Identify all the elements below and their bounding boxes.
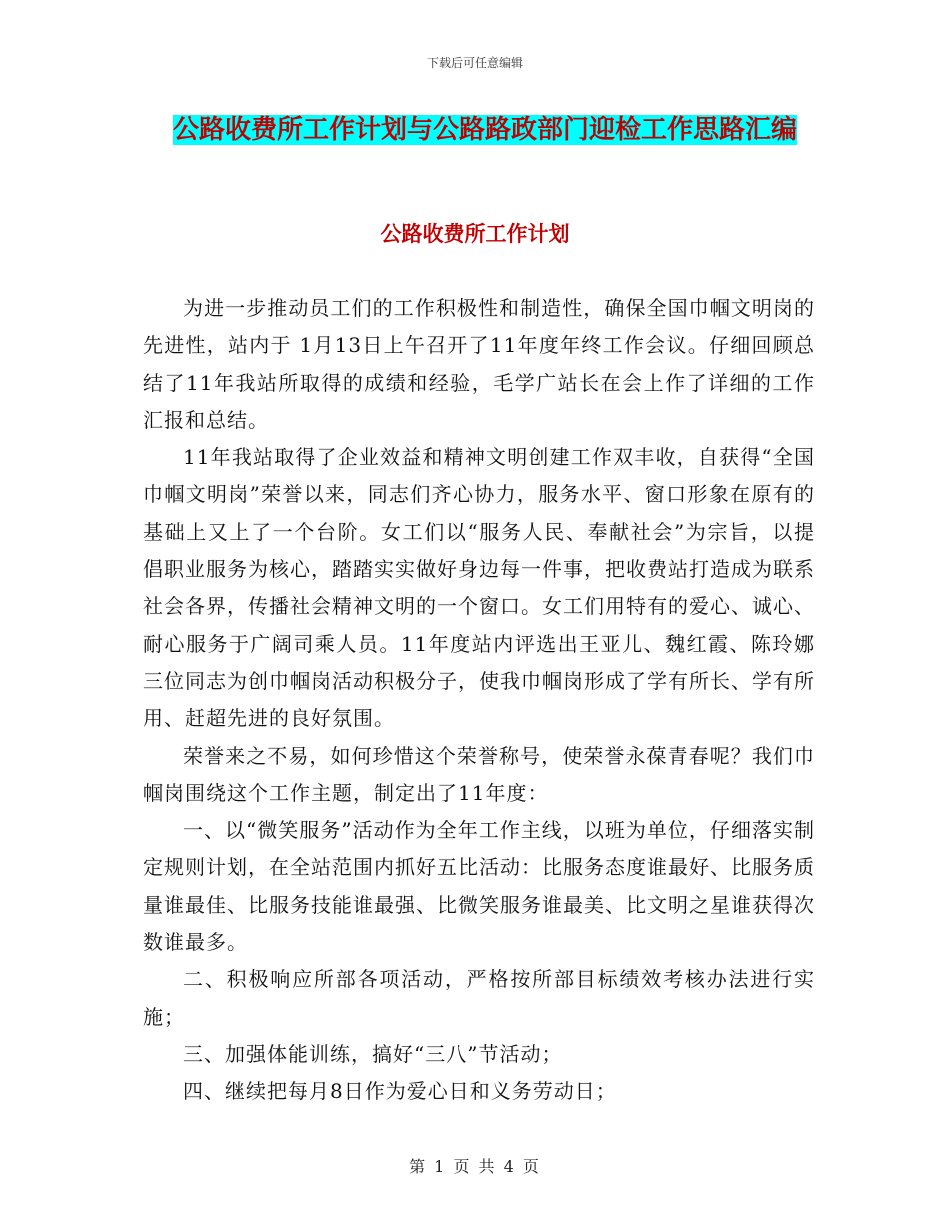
- paragraph: 二、积极响应所部各项活动，严格按所部目标绩效考核办法进行实施；: [143, 967, 815, 1029]
- paragraph: 三、加强体能训练，搞好“三八”节活动；: [183, 1041, 563, 1066]
- header-note: 下载后可任意编辑: [426, 56, 523, 70]
- section-title: 公路收费所工作计划: [380, 221, 570, 246]
- paragraph: 11年我站取得了企业效益和精神文明创建工作双丰收，自获得“全国巾帼文明岗”荣誉以来，同志们齐心协力，服务水平、窗口形象在原有的基础上又上了一个台阶。女工们以“服务人民、奉献社会”为宗旨，以提倡职业服务为核心，踏踏实实做好身边每一件事，把收费站打造成为联系社会各界，传播社会精神文明的一个窗口。女工们用特有的爱心、诚心、耐心服务于广阔司乘人员。11年度站内评选出王亚儿、魏红霞、陈玲娜三位同志为创巾帼岗活动积极分子，使我巾帼岗形成了学有所长、学有所用、赶超先进的良好氛围。: [143, 445, 815, 731]
- document-body: [143, 290, 815, 1111]
- page-footer: 第 1 页 共 4 页: [409, 1157, 541, 1176]
- paragraph: 四、继续把每月8日作为爱心日和义务劳动日；: [183, 1079, 617, 1104]
- paragraph: 为进一步推动员工们的工作积极性和制造性，确保全国巾帼文明岗的先进性，站内于 1月13日上午召开了11年度年终工作会议。仔细回顾总结了11年我站所取得的成绩和经验，毛学广站长在会上作了详细的工作汇报和总结。: [143, 296, 815, 432]
- paragraph: 荣誉来之不易，如何珍惜这个荣誉称号，使荣誉永葆青春呢？我们巾帼岗围绕这个工作主题，制定出了11年度：: [143, 743, 815, 805]
- document-title-text: 公路收费所工作计划与公路路政部门迎检工作思路汇编: [172, 115, 797, 145]
- document-title: [150, 108, 820, 153]
- paragraph: 一、以“微笑服务”活动作为全年工作主线，以班为单位，仔细落实制定规则计划，在全站范围内抓好五比活动：比服务态度谁最好、比服务质量谁最佳、比服务技能谁最强、比微笑服务谁最美、比文明之星谁获得次数谁最多。: [143, 818, 815, 955]
